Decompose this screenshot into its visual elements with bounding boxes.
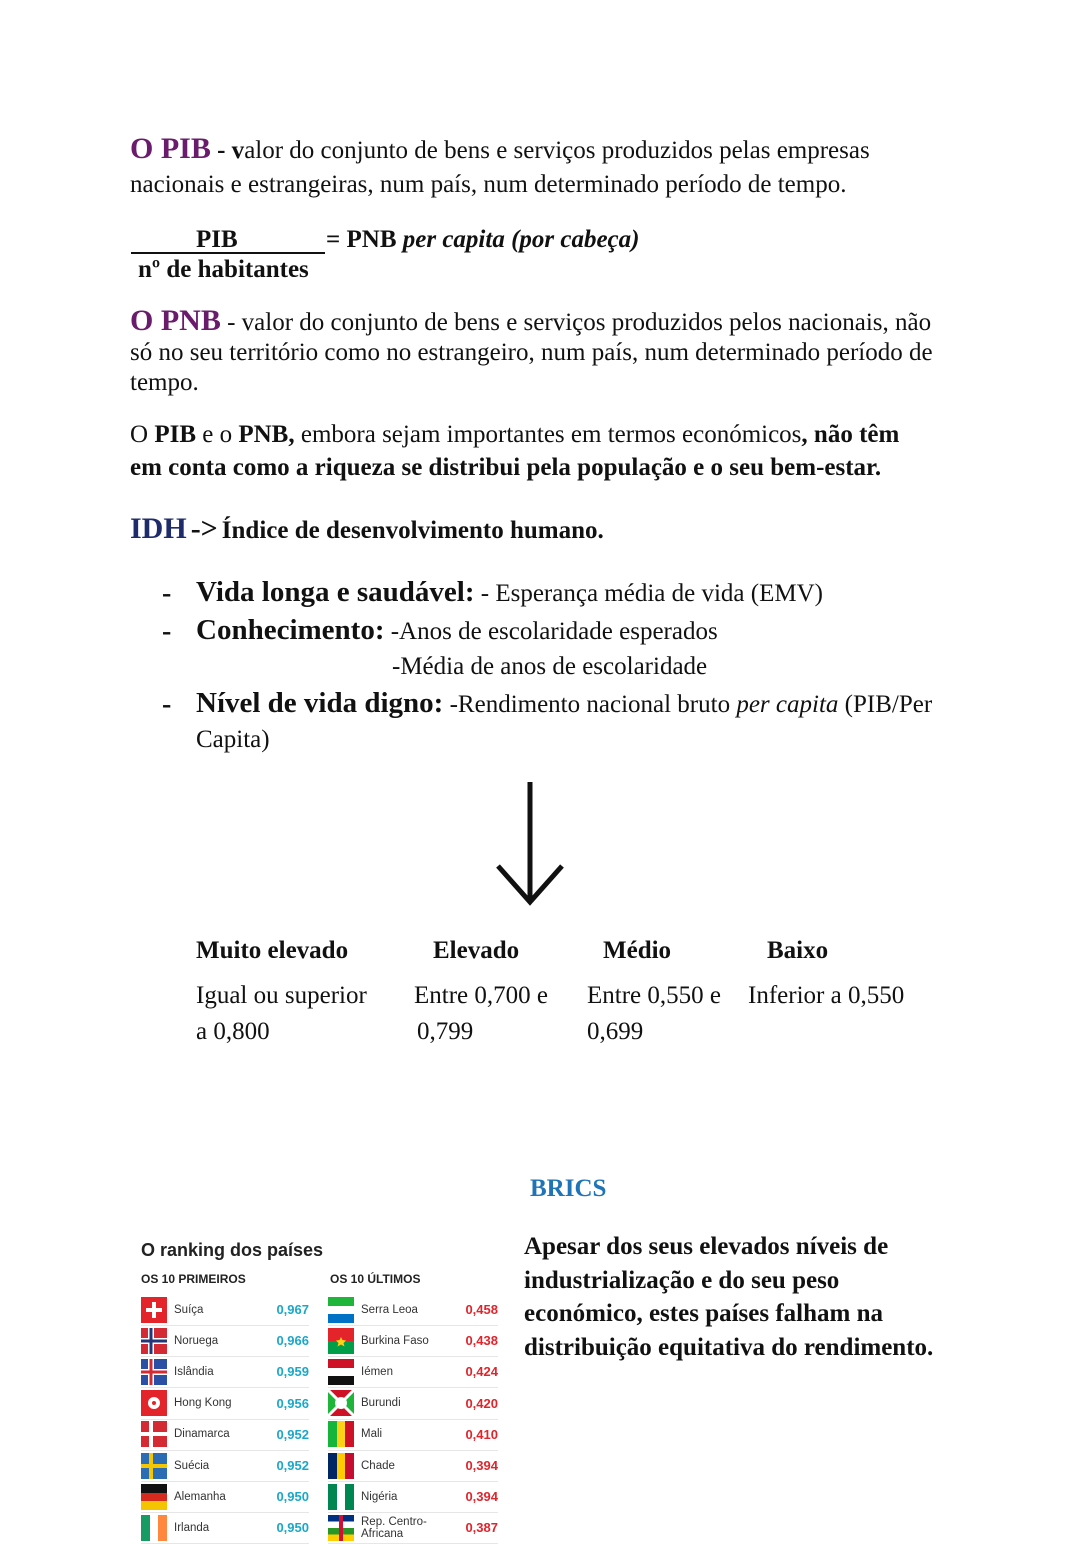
level-text-very-high bbox=[196, 978, 367, 1050]
mali-flag-icon bbox=[328, 1421, 354, 1447]
brics-line-4: distribuição equitativa do rendimento. bbox=[524, 1333, 934, 1361]
niger-flag-icon bbox=[328, 1484, 354, 1510]
formula-denominator: nº de habitantes bbox=[138, 256, 309, 283]
ranking-top-idh-value: 0,959 bbox=[276, 1364, 309, 1380]
brics-title: BRICS bbox=[530, 1175, 607, 1202]
ranking-top-idh-value: 0,952 bbox=[276, 1426, 309, 1442]
ranking-bottom-row bbox=[328, 1450, 498, 1482]
ranking-bottom-idh-value: 0,438 bbox=[465, 1333, 498, 1349]
ranking-top-country-name: Suécia bbox=[174, 1459, 210, 1472]
level-text-medium bbox=[587, 978, 721, 1050]
ranking-bottom-country-name: Iémen bbox=[361, 1365, 393, 1378]
down-arrow-icon bbox=[490, 778, 570, 910]
dimension-living-italic: per capita bbox=[736, 691, 839, 718]
pib-def-first: - v bbox=[217, 137, 245, 164]
ranking-bottom-label: OS 10 ÚLTIMOS bbox=[330, 1272, 421, 1286]
level-high-line2: 0,799 bbox=[417, 1018, 474, 1045]
note-pib: PIB bbox=[154, 421, 196, 448]
car-flag-icon bbox=[328, 1515, 354, 1541]
ranking-bottom-idh-value: 0,458 bbox=[465, 1302, 498, 1317]
level-head-low: Baixo bbox=[767, 937, 829, 964]
dimension-knowledge-text2: -Média de anos de escolaridade bbox=[392, 653, 708, 680]
note-o: O bbox=[130, 421, 155, 448]
ranking-bottom-row bbox=[328, 1325, 498, 1357]
germany-flag-icon bbox=[141, 1484, 167, 1510]
level-very-high-line2: a 0,800 bbox=[196, 1018, 270, 1045]
ireland-flag-icon bbox=[141, 1515, 167, 1541]
level-low-line1: Inferior a 0,550 bbox=[748, 982, 905, 1009]
formula-numerator: PIB bbox=[196, 226, 238, 253]
note-line2: em conta como a riqueza se distribui pela população e o seu bem-estar. bbox=[130, 454, 882, 481]
note-pnb: PNB, bbox=[238, 421, 295, 448]
ranking-top-row bbox=[141, 1512, 309, 1544]
dimension-knowledge-text: -Anos de escolaridade esperados bbox=[384, 618, 718, 645]
dimension-living bbox=[196, 687, 932, 720]
burundi-flag-icon bbox=[328, 1390, 354, 1416]
ranking-title: O ranking dos países bbox=[141, 1240, 324, 1260]
ranking-bottom-row bbox=[328, 1294, 498, 1326]
level-text-low bbox=[748, 978, 904, 1014]
ranking-top-country-name: Alemanha bbox=[174, 1490, 226, 1503]
ranking-top-country-name: Hong Kong bbox=[174, 1397, 232, 1410]
pnb-def-line2: só no seu território como no estrangeiro, num país, num determinado período de bbox=[130, 339, 933, 366]
burkina-flag-icon bbox=[328, 1328, 354, 1354]
pib-def-line2: nacionais e estrangeiras, num país, num determinado período de tempo. bbox=[130, 171, 847, 198]
brics-line-1: Apesar dos seus elevados níveis de bbox=[524, 1233, 889, 1260]
sweden-flag-icon bbox=[141, 1453, 167, 1479]
dimension-health-title: Vida longa e saudável: bbox=[196, 576, 475, 608]
formula-result bbox=[326, 226, 639, 254]
level-head-medium: Médio bbox=[603, 937, 672, 964]
dimension-living-after: (PIB/Per bbox=[838, 691, 933, 718]
dimension-dash-1: - bbox=[162, 578, 172, 609]
ranking-bottom-country-name: Chade bbox=[361, 1459, 395, 1472]
ranking-bottom-idh-value: 0,410 bbox=[465, 1426, 498, 1442]
pnb-term: O PNB bbox=[130, 304, 221, 337]
sierraleone-flag-icon bbox=[328, 1297, 354, 1323]
pnb-def-line3: tempo. bbox=[130, 369, 199, 396]
ranking-bottom-idh-value: 0,394 bbox=[465, 1489, 498, 1505]
ranking-bottom-row bbox=[328, 1419, 498, 1451]
dimension-knowledge-title: Conhecimento: bbox=[196, 614, 385, 646]
denmark-flag-icon bbox=[141, 1421, 167, 1447]
ranking-bottom-idh-value: 0,387 bbox=[465, 1520, 498, 1536]
ranking-top-row bbox=[141, 1325, 309, 1357]
dimension-dash-3: - bbox=[162, 689, 172, 720]
ranking-bottom-row bbox=[328, 1481, 498, 1513]
ranking-figure bbox=[135, 1228, 510, 1540]
ranking-top-idh-value: 0,950 bbox=[276, 1489, 309, 1505]
ranking-bottom-country-name: Burkina Faso bbox=[361, 1334, 429, 1347]
idh-arrow: -> bbox=[190, 512, 218, 545]
chad-flag-icon bbox=[328, 1453, 354, 1479]
ranking-top-country-name: Irlanda bbox=[174, 1521, 210, 1534]
ranking-bottom-country-name: Mali bbox=[361, 1428, 383, 1441]
pnb-def-line1: - valor do conjunto de bens e serviços produzidos pelos nacionais, não bbox=[220, 309, 932, 336]
hongkong-flag-icon bbox=[141, 1390, 167, 1416]
ranking-top-label: OS 10 PRIMEIROS bbox=[141, 1272, 246, 1286]
dimension-health-text: - Esperança média de vida (EMV) bbox=[474, 580, 823, 607]
dimension-living-line2: Capita) bbox=[196, 726, 270, 753]
norway-flag-icon bbox=[141, 1328, 167, 1354]
ranking-bottom-row bbox=[328, 1388, 498, 1420]
ranking-top-country-name: Islândia bbox=[174, 1365, 214, 1378]
note-mid: embora sejam importantes em termos económicos bbox=[294, 421, 802, 448]
ranking-bottom-idh-value: 0,420 bbox=[465, 1395, 498, 1411]
ranking-top-row bbox=[141, 1388, 309, 1420]
ranking-bottom-idh-value: 0,394 bbox=[465, 1458, 498, 1473]
ranking-top-idh-value: 0,956 bbox=[276, 1395, 309, 1411]
ranking-bottom-country-name: Burundi bbox=[361, 1397, 401, 1410]
level-head-high: Elevado bbox=[433, 937, 520, 964]
level-very-high-line1: Igual ou superior bbox=[196, 982, 367, 1009]
ranking-top-idh-value: 0,967 bbox=[276, 1302, 309, 1317]
note-bold-end: , não têm bbox=[801, 421, 900, 448]
ranking-bottom-country-name: Rep. Centro-Africana bbox=[361, 1515, 427, 1540]
yemen-flag-icon bbox=[328, 1359, 354, 1385]
ranking-top-idh-value: 0,950 bbox=[276, 1520, 309, 1536]
ranking-bottom-row bbox=[328, 1356, 498, 1388]
idh-heading bbox=[130, 512, 604, 546]
ranking-top-row bbox=[141, 1419, 309, 1451]
level-medium-line1: Entre 0,550 e bbox=[587, 982, 721, 1009]
ranking-top-row bbox=[141, 1450, 309, 1482]
ranking-bottom-row bbox=[328, 1512, 498, 1544]
pib-def-rest: alor do conjunto de bens e serviços produzidos pelas empresas bbox=[244, 137, 870, 164]
ranking-top-row bbox=[141, 1481, 309, 1513]
ranking-top-country-name: Suíça bbox=[174, 1303, 204, 1316]
ranking-bottom-country-name: Nigéria bbox=[361, 1490, 398, 1503]
level-medium-line2: 0,699 bbox=[587, 1018, 644, 1045]
ranking-top-idh-value: 0,966 bbox=[276, 1333, 309, 1349]
brics-line-2: industrialização e do seu peso bbox=[524, 1266, 840, 1294]
formula-equals: = PNB bbox=[326, 226, 403, 253]
ranking-top-row bbox=[141, 1356, 309, 1388]
note-eo: e o bbox=[196, 421, 239, 448]
ranking-top-country-name: Noruega bbox=[174, 1334, 219, 1347]
ranking-top-row bbox=[141, 1294, 309, 1326]
idh-label: Índice de desenvolvimento humano. bbox=[221, 517, 604, 544]
pib-definition bbox=[130, 132, 1010, 168]
brics-line-3: económico, estes países falham na bbox=[524, 1300, 883, 1327]
brics-text bbox=[524, 1230, 994, 1364]
pib-term: O PIB bbox=[130, 132, 211, 165]
dimension-health bbox=[196, 576, 823, 609]
dimension-knowledge bbox=[196, 614, 718, 647]
level-text-high bbox=[414, 978, 548, 1050]
formula-per-capita: per capita (por cabeça) bbox=[402, 226, 640, 253]
idh-term: IDH bbox=[130, 512, 187, 545]
ranking-top-idh-value: 0,952 bbox=[276, 1458, 309, 1473]
iceland-flag-icon bbox=[141, 1359, 167, 1385]
ranking-bottom-country-name: Serra Leoa bbox=[361, 1303, 418, 1316]
level-high-line1: Entre 0,700 e bbox=[414, 982, 548, 1009]
pnb-definition bbox=[130, 306, 1030, 398]
level-head-very-high: Muito elevado bbox=[196, 937, 349, 964]
pib-pnb-note bbox=[130, 418, 1030, 484]
swiss-flag-icon bbox=[141, 1297, 167, 1323]
dimension-living-text: -Rendimento nacional bruto bbox=[443, 691, 737, 718]
dimension-living-title: Nível de vida digno: bbox=[196, 687, 444, 719]
ranking-bottom-idh-value: 0,424 bbox=[465, 1364, 498, 1380]
ranking-top-country-name: Dinamarca bbox=[174, 1428, 230, 1441]
dimension-dash-2: - bbox=[162, 616, 172, 647]
